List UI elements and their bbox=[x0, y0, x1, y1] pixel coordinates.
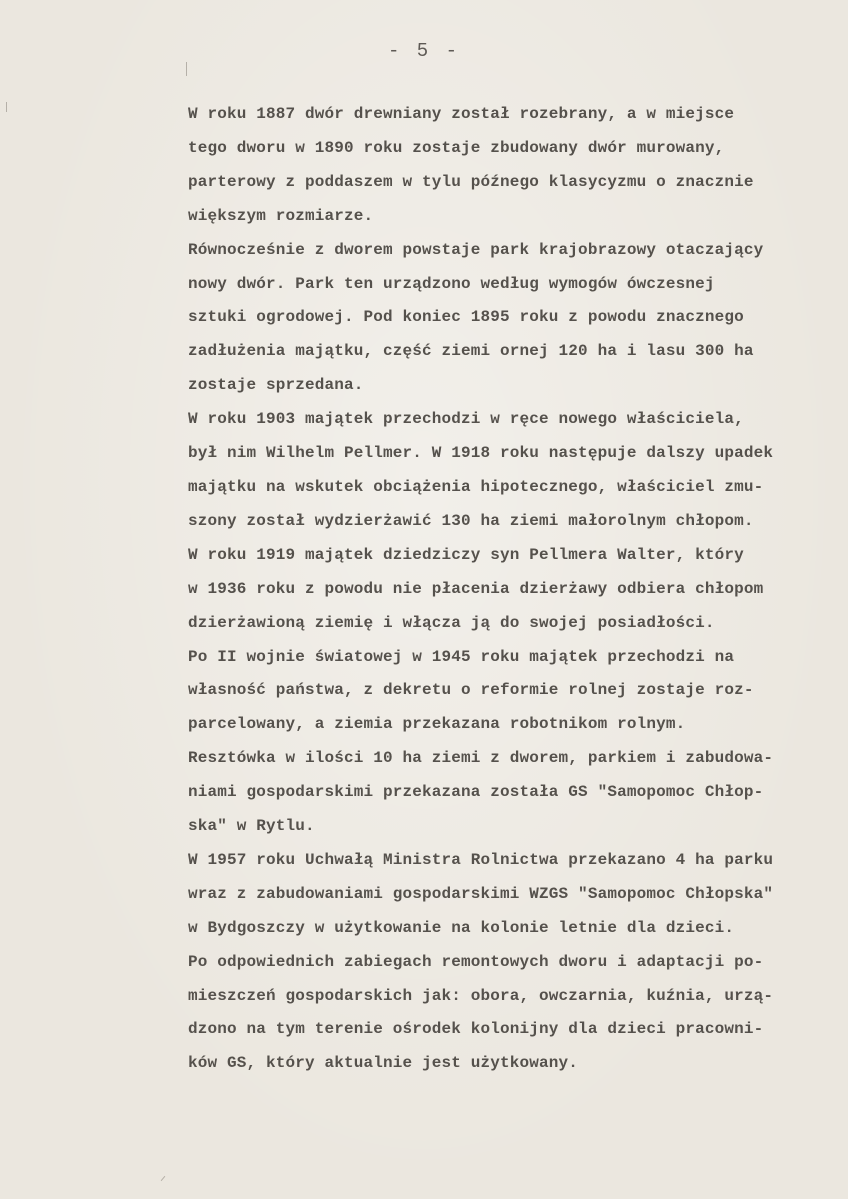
text-line: W 1957 roku Uchwałą Ministra Rolnictwa przekazano 4 ha parku bbox=[188, 850, 774, 869]
margin-mark bbox=[6, 102, 7, 112]
text-line: zadłużenia majątku, część ziemi ornej 120 ha i lasu 300 ha bbox=[188, 342, 754, 361]
text-line: parcelowany, a ziemia przekazana robotnikom rolnym. bbox=[188, 715, 686, 734]
text-line: Równocześnie z dworem powstaje park krajobrazowy otaczający bbox=[188, 240, 764, 259]
text-line: był nim Wilhelm Pellmer. W 1918 roku następuje dalszy upadek bbox=[188, 444, 774, 463]
margin-mark bbox=[186, 62, 187, 76]
text-line: w Bydgoszczy w użytkowanie na kolonie letnie dla dzieci. bbox=[188, 918, 735, 937]
text-line: szony został wydzierżawić 130 ha ziemi małorolnym chłopom. bbox=[188, 511, 754, 530]
text-line: wraz z zabudowaniami gospodarskimi WZGS "Samopomoc Chłopska" bbox=[188, 884, 774, 903]
text-line: ska" w Rytlu. bbox=[188, 817, 315, 836]
text-line: w 1936 roku z powodu nie płacenia dzierżawy odbiera chłopom bbox=[188, 579, 764, 598]
page-number: - 5 - bbox=[387, 40, 460, 62]
text-line: dzono na tym terenie ośrodek kolonijny dla dzieci pracowni- bbox=[188, 1020, 764, 1039]
text-line: większym rozmiarze. bbox=[188, 206, 374, 225]
text-line: dzierżawioną ziemię i włącza ją do swojej posiadłości. bbox=[188, 613, 715, 632]
text-line: sztuki ogrodowej. Pod koniec 1895 roku z powodu znacznego bbox=[188, 308, 744, 327]
text-line: majątku na wskutek obciążenia hipotecznego, właściciel zmu- bbox=[188, 477, 764, 496]
text-line: mieszczeń gospodarskich jak: obora, owczarnia, kuźnia, urzą- bbox=[188, 986, 774, 1005]
margin-mark bbox=[161, 1176, 166, 1181]
text-line: Po II wojnie światowej w 1945 roku majątek przechodzi na bbox=[188, 647, 735, 666]
text-line: W roku 1919 majątek dziedziczy syn Pellmera Walter, który bbox=[188, 545, 744, 564]
body-text bbox=[188, 98, 814, 1081]
text-line: nowy dwór. Park ten urządzono według wymogów ówczesnej bbox=[188, 274, 715, 293]
text-line: Po odpowiednich zabiegach remontowych dworu i adaptacji po- bbox=[188, 952, 764, 971]
text-line: własność państwa, z dekretu o reformie rolnej zostaje roz- bbox=[188, 681, 754, 700]
text-line: Resztówka w ilości 10 ha ziemi z dworem, parkiem i zabudowa- bbox=[188, 749, 774, 768]
text-line: niami gospodarskimi przekazana została GS "Samopomoc Chłop- bbox=[188, 783, 764, 802]
text-line: parterowy z poddaszem w tylu późnego klasycyzmu o znacznie bbox=[188, 172, 754, 191]
text-line: zostaje sprzedana. bbox=[188, 376, 364, 395]
text-line: ków GS, który aktualnie jest użytkowany. bbox=[188, 1054, 579, 1073]
text-line: W roku 1887 dwór drewniany został rozebrany, a w miejsce bbox=[188, 105, 735, 123]
text-line: tego dworu w 1890 roku zostaje zbudowany dwór murowany, bbox=[188, 138, 725, 157]
text-line: W roku 1903 majątek przechodzi w ręce nowego właściciela, bbox=[188, 410, 744, 429]
